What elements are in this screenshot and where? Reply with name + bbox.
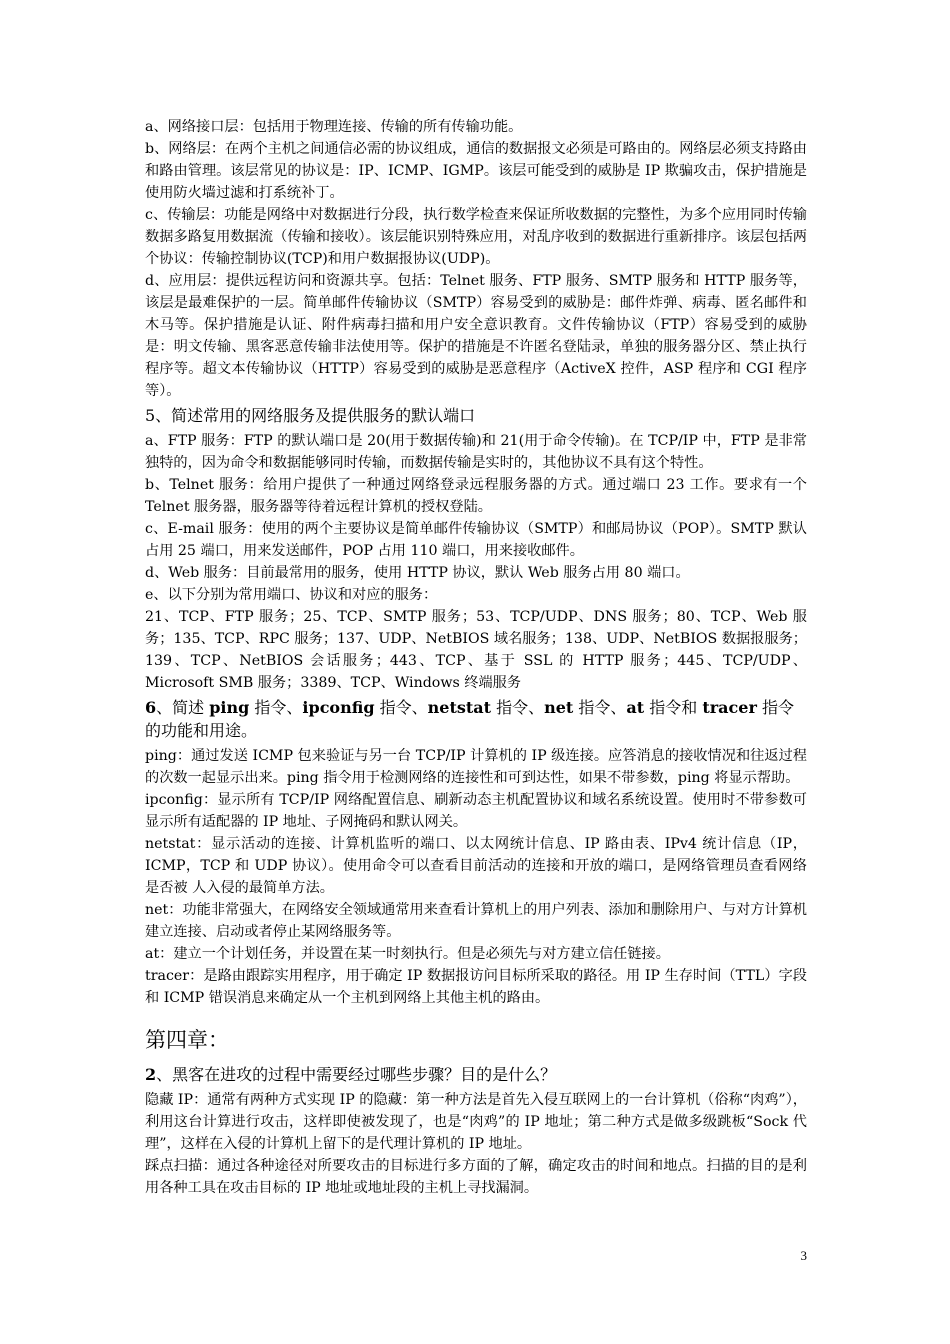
layer-b-paragraph: b、网络层：在两个主机之间通信必需的协议组成，通信的数据报文必须是可路由的。网络层必须支持路由和路由管理。该层常见的协议是：IP、ICMP、IGMP。该层可能受到的威胁是 IP 欺骗攻击，保护措施是使用防火墙过滤和打系统补丁。 (145, 141, 807, 201)
q6-cmd-at: at (626, 698, 645, 717)
q5-email-paragraph: c、E-mail 服务：使用的两个主要协议是简单邮件传输协议（SMTP）和邮局协议（POP）。SMTP 默认占用 25 端口，用来发送邮件，POP 占用 110 端口，用来接收邮件。 (145, 521, 807, 559)
chapter-4-question-2-heading (145, 1063, 807, 1086)
question-5-heading: 5、简述常用的网络服务及提供服务的默认端口 (145, 406, 476, 425)
chapter-4-title: 第四章： (145, 1028, 229, 1052)
q6-cmd-ping: ping (209, 698, 250, 717)
layer-c-paragraph: c、传输层：功能是网络中对数据进行分段，执行数学检查来保证所收数据的完整性，为多个应用同时传输数据多路复用数据流（传输和接收）。该层能识别特殊应用，对乱序收到的数据进行重新排序。该层包括两个协议：传输控制协议(TCP)和用户数据报协议(UDP)。 (145, 207, 807, 267)
ch4-q2-heading-text: 、黑客在进攻的过程中需要经过哪些步骤？目的是什么？ (156, 1065, 557, 1084)
q6-heading-part: 指令和 (644, 698, 703, 717)
q6-heading-part: 指令、 (491, 698, 545, 717)
q5-web-paragraph: d、Web 服务：目前最常用的服务，使用 HTTP 协议，默认 Web 服务占用 80 端口。 (145, 565, 690, 581)
q6-number: 6 (145, 698, 157, 717)
q5-ports-list: 21、TCP、FTP 服务；25、TCP、SMTP 服务；53、TCP/UDP、DNS 服务；80、TCP、Web 服务；135、TCP、RPC 服务；137、UDP、NetBIOS 域名服务；138、UDP、NetBIOS 数据报服务；139、TCP、NetBIOS 会话服务；443、TCP、基于 SSL 的 HTTP 服务；445、TCP/UDP、Microsoft SMB 服务；3389、TCP、Windows 终端服务 (145, 609, 807, 691)
q5-telnet-paragraph: b、Telnet 服务：给用户提供了一种通过网络登录远程服务器的方式。通过端口 23 工作。要求有一个 Telnet 服务器，服务器等待着远程计算机的授权登陆。 (145, 477, 807, 515)
q6-cmd-net: net (544, 698, 574, 717)
ch4-q2-number: 2 (145, 1065, 157, 1084)
page-number: 3 (800, 1248, 807, 1263)
q6-cmd-tracer: tracer (702, 698, 757, 717)
q6-ipconfig-paragraph: ipconfig：显示所有 TCP/IP 网络配置信息、刷新动态主机配置协议和域名系统设置。使用时不带参数可显示所有适配器的 IP 地址、子网掩码和默认网关。 (145, 792, 807, 830)
q6-netstat-paragraph: netstat：显示活动的连接、计算机监听的端口、以太网统计信息、IP 路由表、IPv4 统计信息（IP，ICMP，TCP 和 UDP 协议）。使用命令可以查看目前活动的连接和开放的端口，是网络管理员查看网络是否被 人入侵的最简单方法。 (145, 836, 807, 896)
q6-at-paragraph: at：建立一个计划任务，并设置在某一时刻执行。但是必须先与对方建立信任链接。 (145, 946, 670, 962)
q5-ports-intro: e、以下分别为常用端口、协议和对应的服务： (145, 587, 438, 603)
q5-ftp-paragraph: a、FTP 服务：FTP 的默认端口是 20(用于数据传输)和 21(用于命令传输)。在 TCP/IP 中，FTP 是非常独特的，因为命令和数据能够同时传输，而数据传输是实时的，其他协议不具有这个特性。 (145, 433, 807, 471)
q6-heading-part: 指令、 (573, 698, 627, 717)
ch4-hide-ip-paragraph: 隐藏 IP：通常有两种方式实现 IP 的隐藏：第一种方法是首先入侵互联网上的一台计算机（俗称“肉鸡”），利用这台计算进行攻击，这样即使被发现了，也是“肉鸡”的 IP 地址；第二种方式是做多级跳板“Sock 代理”，这样在入侵的计算机上留下的是代理计算机的 IP 地址。 (145, 1092, 807, 1152)
q6-cmd-netstat: netstat (427, 698, 492, 717)
q6-heading-part: 指令、 (374, 698, 428, 717)
q6-tracer-paragraph: tracer：是路由跟踪实用程序，用于确定 IP 数据报访问目标所采取的路径。用 IP 生存时间（TTL）字段和 ICMP 错误消息来确定从一个主机到网络上其他主机的路由。 (145, 968, 807, 1006)
layer-a-paragraph: a、网络接口层：包括用于物理连接、传输的所有传输功能。 (145, 119, 523, 135)
layer-d-paragraph: d、应用层：提供远程访问和资源共享。包括：Telnet 服务、FTP 服务、SMTP 服务和 HTTP 服务等，该层是最难保护的一层。简单邮件传输协议（SMTP）容易受到的威胁是：邮件炸弹、病毒、匿名邮件和木马等。保护措施是认证、附件病毒扫描和用户安全意识教育。文件传输协议（FTP）容易受到的威胁是：明文传输、黑客恶意传输非法使用等。保护的措施是不许匿名登陆录，单独的服务器分区、禁止执行程序等。超文本传输协议（HTTP）容易受到的威胁是恶意程序（ActiveX 控件，ASP 程序和 CGI 程序等）。 (145, 273, 807, 399)
document-body (145, 116, 807, 1199)
q6-heading-part: 指令的功能和用途。 (145, 698, 794, 740)
q6-heading-part: 指令、 (249, 698, 303, 717)
question-6-heading (145, 696, 807, 742)
q6-net-paragraph: net：功能非常强大，在网络安全领域通常用来查看计算机上的用户列表、添加和删除用户、与对方计算机建立连接、启动或者停止某网络服务等。 (145, 902, 807, 940)
q6-ping-paragraph: ping：通过发送 ICMP 包来验证与另一台 TCP/IP 计算机的 IP 级连接。应答消息的接收情况和往返过程的次数一起显示出来。ping 指令用于检测网络的连接性和可到达性，如果不带参数，ping 将显示帮助。 (145, 748, 807, 786)
q6-heading-part: 、简述 (156, 698, 210, 717)
ch4-scan-paragraph: 踩点扫描：通过各种途径对所要攻击的目标进行多方面的了解，确定攻击的时间和地点。扫描的目的是利用各种工具在攻击目标的 IP 地址或地址段的主机上寻找漏洞。 (145, 1158, 807, 1196)
q6-cmd-ipconfig: ipconfig (302, 698, 375, 717)
